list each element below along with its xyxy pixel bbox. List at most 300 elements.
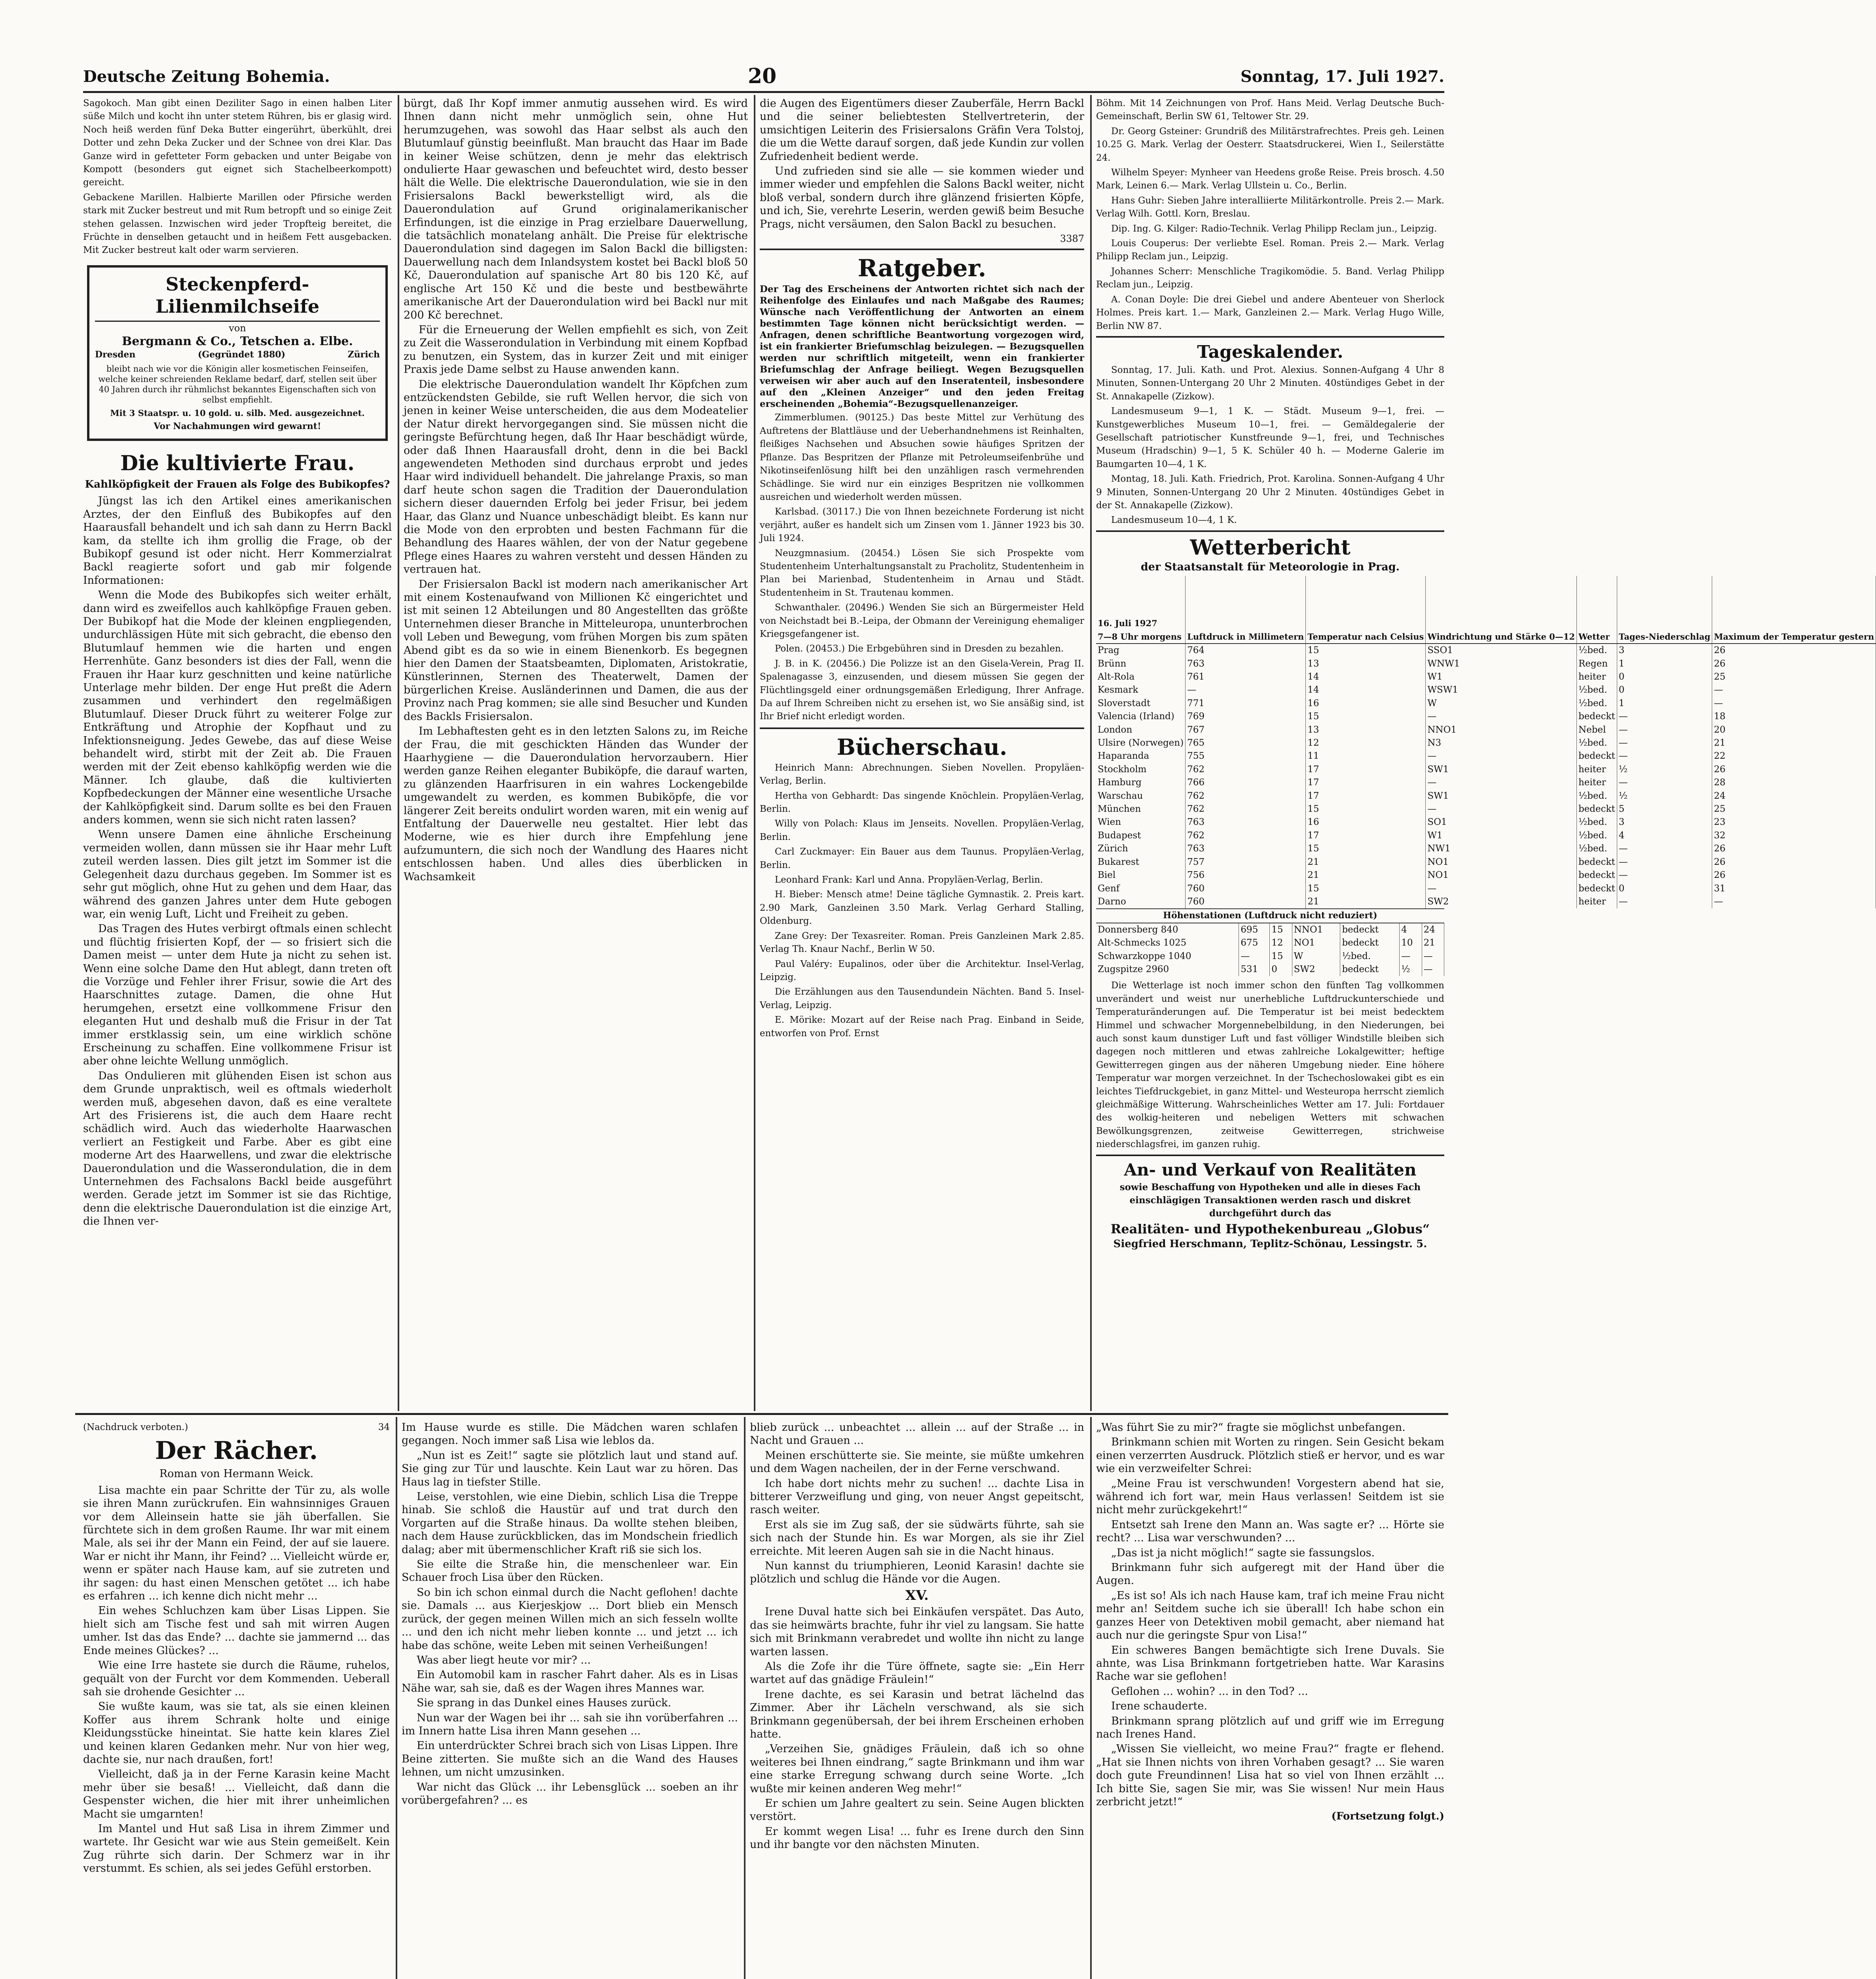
- weather-row: [1096, 950, 1444, 963]
- article-subtitle: Kahlköpfigkeit der Frauen als Folge des Bubikopfes?: [85, 478, 390, 490]
- weather-value: SW1: [1426, 790, 1577, 803]
- weather-value: 25: [1712, 803, 1876, 816]
- novel-author: Roman von Hermann Weick.: [159, 1468, 314, 1480]
- book-entry: Hertha von Gebhardt: Das singende Knöchlein. Propyläen-Verlag, Berlin.: [760, 790, 1084, 815]
- weather-value: heiter: [1576, 670, 1617, 684]
- weather-station: Stockholm: [1096, 763, 1186, 776]
- novel-title: Der Rächer.: [155, 1436, 318, 1465]
- weather-value: Regen: [1576, 657, 1617, 670]
- ad-von: von: [229, 322, 246, 334]
- book-entry: Dr. Georg Gsteiner: Grundriß des Militärstrafrechtes. Preis geh. Leinen 10.25 G. Mark. Verlag der Oesterr. Staatsdruckerei, Wien I., Seilerstätte 24.: [1096, 126, 1444, 163]
- article-paragraph: Jüngst las ich den Artikel eines amerikanischen Arztes, der den Einfluß des Bubikopfes auf den Haarausfall behandelt und ich sah dann zu Herrn Backl kam, da stellte ich ihm grollig die Frage, ob der Bubikopf gesund ist oder nicht. Herr Kommerzialrat Backl reagierte sofort und gab mir folgende Informationen:: [83, 495, 392, 587]
- column-rule: [754, 95, 755, 1411]
- ad-title: Steckenpferd-Lilienmilchseife: [95, 273, 380, 322]
- weather-station: Sloverstadt: [1096, 697, 1186, 710]
- book-entry: Hans Guhr: Sieben Jahre interalliierte Militärkontrolle. Preis 2.— Mark. Verlag Wilh. Gottl. Korn, Breslau.: [1096, 195, 1444, 219]
- weather-value: 763: [1186, 816, 1306, 829]
- weather-station: Schwarzkoppe 1040: [1096, 950, 1239, 963]
- weather-value: bedeckt: [1340, 936, 1400, 950]
- novel-paragraph: „Wissen Sie vielleicht, wo meine Frau?“ fragte er flehend. „Hat sie Ihnen nichts von ihren Vorhaben gesagt? ... Sie waren doch gute Freundinnen! Lisa hat so viel von Ihnen erzählt ... Ich bitte Sie, sagen Sie mir, was Sie wissen! Nur mein Haus zerbricht jetzt!“: [1096, 1743, 1444, 1808]
- weather-row: [1096, 856, 1876, 869]
- novel-paragraph: Geflohen ... wohin? ... in den Tod? ...: [1111, 1685, 1308, 1698]
- weather-value: NO1: [1426, 856, 1577, 869]
- book-list: [760, 762, 1084, 1040]
- chapter-number: XV.: [905, 1587, 929, 1603]
- novel-paragraph: Erst als sie im Zug saß, der sie südwärts führte, sah sie sich nach der Stunde hin. Es war Morgen, als sie ihr Ziel erreichte. Mit leeren Augen sah sie in die Nacht hinaus.: [750, 1518, 1084, 1557]
- weather-value: bedeckt: [1576, 856, 1617, 869]
- column-4: [1096, 97, 1874, 1407]
- weather-value: 16: [1306, 697, 1426, 710]
- weather-value: 26: [1712, 842, 1876, 855]
- weather-station: München: [1096, 803, 1186, 816]
- weather-value: 13: [1306, 724, 1426, 737]
- novel-paragraph: Was aber liegt heute vor mir? ...: [417, 1654, 591, 1666]
- weather-value: Nebel: [1576, 724, 1617, 737]
- section-divider: [760, 727, 1084, 729]
- weather-value: bedeckt: [1340, 963, 1400, 976]
- weather-value: 13: [1306, 657, 1426, 670]
- novel-paragraph: Ein Automobil kam in rascher Fahrt daher. Als es in Lisas Nähe war, sah sie, daß es der Wagen ihres Mannes war.: [402, 1669, 738, 1694]
- novel-continued: (Fortsetzung folgt.): [1331, 1810, 1444, 1823]
- masthead: [83, 63, 1444, 93]
- weather-value: 4: [1400, 923, 1422, 936]
- article-paragraph: Wenn die Mode des Bubikopfes sich weiter erhält, dann wird es zweifellos auch kahlköpfige Frauen geben. Der Bubikopf hat die Mode der kleinen engpliegenden, undurchlässigen Hüte mit sich gebracht, die ebenso den Blutumlauf hemmen wie die harten und engen Herrenhüte. Ganz besonders ist dies der Fall, wenn die Frauen ihr Haar kurz geschnitten und keine natürliche Unterlage mehr bilden. Der enge Hut preßt die Adern zusammen und verhindert den regelmäßigen Blutumlauf. Dieser Druck führt zu weiterer Folge zur Entkräftung und Atrophie der Kopfhaut und zu Infektionsneigung. Jedes Gewebe, das auf diese Weise behandelt wird, stirbt mit der Zeit ab. Die Frauen werden mit der Zeit ebenso kahlköpfig werden wie die Männer. Ich glaube, daß die kultivierten Kopfbedeckungen der Männer eine wesentliche Ursache der Kahlköpfigkeit sind. Darum sollte es bei den Frauen anders kommen, wenn sie sich nicht raten lassen?: [83, 589, 392, 826]
- weather-value: —: [1617, 842, 1712, 855]
- weather-value: 767: [1186, 724, 1306, 737]
- weather-value: bedeckt: [1576, 803, 1617, 816]
- column-rule: [744, 1417, 745, 1979]
- novel-paragraph: Als die Zofe ihr die Türe öffnete, sagte sie: „Ein Herr wartet auf das gnädige Fräulein!“: [750, 1660, 1084, 1686]
- weather-value: 756: [1186, 869, 1306, 882]
- novel-paragraph: Nun war der Wagen bei ihr ... sah sie ihn vorüberfahren ... im Innern hatte Lisa ihren Mann gesehen ...: [402, 1711, 738, 1737]
- novel-paragraph: Ein wehes Schluchzen kam über Lisas Lippen. Sie hielt sich am Tische fest und sah mit wirren Augen umher. Ist das das Ende? ... dachte sie jammernd ... das Ende meines Glückes? ...: [83, 1605, 390, 1657]
- weather-value: —: [1426, 710, 1577, 723]
- weather-value: SO1: [1426, 816, 1577, 829]
- weather-value: —: [1617, 710, 1712, 723]
- weather-value: NNO1: [1426, 724, 1577, 737]
- weather-row: [1096, 869, 1876, 882]
- weather-value: 21: [1306, 856, 1426, 869]
- weather-value: 760: [1186, 882, 1306, 895]
- weather-value: bedeckt: [1576, 750, 1617, 763]
- weather-value: —: [1186, 684, 1306, 697]
- weather-value: heiter: [1576, 763, 1617, 776]
- weather-value: —: [1617, 737, 1712, 750]
- weather-value: bedeckt: [1576, 882, 1617, 895]
- novel-paragraph: „Verzeihen Sie, gnädiges Fräulein, daß ich so ohne weiteres bei Ihnen eindrang,“ sagte Brinkmann und ihm war eine starke Erregung schwang durch seine Worte. „Ich wußte mir keinen anderen Weg mehr!“: [750, 1743, 1084, 1795]
- weather-col-header: Tages-Niederschlag: [1617, 576, 1712, 644]
- weather-station: Zugspitze 2960: [1096, 963, 1239, 976]
- novel-paragraph: „Das ist ja nicht möglich!“ sagte sie fassungslos.: [1111, 1546, 1375, 1559]
- novel-paragraph: Ich habe dort nichts mehr zu suchen! ... dachte Lisa in bitterer Verzweiflung und ging, von neuer Angst gepeitscht, rasch weiter.: [750, 1477, 1084, 1516]
- weather-station: Kesmark: [1096, 684, 1186, 697]
- weather-value: —: [1617, 895, 1712, 908]
- weather-value: NO1: [1292, 936, 1340, 950]
- weather-col-header: Maximum der Temperatur gestern: [1712, 576, 1876, 644]
- ratgeber-answer: Karlsbad. (30117.) Die von Ihnen bezeichnete Forderung ist nicht verjährt, außer es handelt sich um Zinsen vom 1. Jänner 1923 bis 30. Juli 1924.: [760, 507, 1084, 544]
- weather-station: Genf: [1096, 882, 1186, 895]
- novel-paragraph: Irene schauderte.: [1111, 1700, 1207, 1713]
- soap-advertisement: [87, 265, 388, 441]
- weather-value: 762: [1186, 763, 1306, 776]
- weather-value: 21: [1422, 936, 1444, 950]
- article-title: Die kultivierte Frau.: [120, 451, 355, 475]
- book-entry: Johannes Scherr: Menschliche Tragikomödie. 5. Band. Verlag Philipp Reclam jun., Leipzig.: [1096, 266, 1444, 290]
- weather-station: Alt-Schmecks 1025: [1096, 936, 1239, 950]
- weather-row: [1096, 829, 1876, 842]
- novel-paragraph: Sie sprang in das Dunkel eines Hauses zurück.: [417, 1697, 671, 1709]
- weather-value: SW1: [1426, 763, 1577, 776]
- weather-value: bedeckt: [1576, 710, 1617, 723]
- weather-value: —: [1422, 963, 1444, 976]
- weather-value: ½bed.: [1576, 790, 1617, 803]
- weather-value: —: [1426, 803, 1577, 816]
- ratgeber-answer: Schwanthaler. (20496.) Wenden Sie sich an Bürgermeister Held von Neichstadt bei B.-Leipa, der Obmann der Vereinigung ehemaliger Kriegsgefangener ist.: [760, 602, 1084, 639]
- weather-value: —: [1712, 895, 1876, 908]
- book-entry: Paul Valéry: Eupalinos, oder über die Architektur. Insel-Verlag, Leipzig.: [760, 959, 1084, 982]
- weather-value: ½bed.: [1340, 950, 1400, 963]
- weather-value: SW2: [1292, 963, 1340, 976]
- weather-col-header: Wetter: [1576, 576, 1617, 644]
- weather-value: W1: [1426, 670, 1577, 684]
- weather-station: Prag: [1096, 644, 1186, 657]
- realty-address: Siegfried Herschmann, Teplitz-Schönau, Lessingstr. 5.: [1113, 1238, 1427, 1250]
- weather-col-header: Luftdruck in Millimetern: [1186, 576, 1306, 644]
- wetter-hoehen: Höhenstationen (Luftdruck nicht reduziert): [1096, 908, 1444, 923]
- weather-row: [1096, 790, 1876, 803]
- weather-station: Ulsire (Norwegen): [1096, 737, 1186, 750]
- novel-paragraph: Irene dachte, es sei Karasin und betrat lächelnd das Zimmer. Aber ihr Lächeln verschwand, als sie sich Brinkmann gegenübersah, der bei ihrem Erscheinen erhoben hatte.: [750, 1688, 1084, 1740]
- novel-column-1: [83, 1421, 390, 1979]
- novel-paragraph: Im Mantel und Hut saß Lisa in ihrem Zimmer und wartete. Ihr Gesicht war wie aus Stein gemeißelt. Kein Zug rührte sich darin. Der Schmerz war in ihr verstummt. Es schien, als sei jedes Gefühl erstorben.: [83, 1822, 390, 1875]
- tageskalender: [1096, 364, 1444, 527]
- weather-value: 26: [1712, 644, 1876, 657]
- ratgeber-answer: Neuzgmnasium. (20454.) Lösen Sie sich Prospekte vom Studentenheim Unterhaltungsanstalt zu Pracholitz, Studentenheim in Plan bei Marienbad, Studentenheim in Arnau und Städt. Studentenheim in St. Trautenau kommen.: [760, 548, 1084, 598]
- weather-value: —: [1617, 776, 1712, 789]
- article-paragraph: die Augen des Eigentümers dieser Zauberfäle, Herrn Backl und die seiner beliebtesten Stellvertreterin, der umsichtigen Leiterin des Frisiersalons Gräfin Vera Tolstoj, die um die Wette darauf sorgen, daß jede Kundin zur vollen Zufriedenheit bedient werde.: [760, 97, 1084, 163]
- book-entry: Dip. Ing. G. Kilger: Radio-Technik. Verlag Philipp Reclam jun., Leipzig.: [1111, 223, 1437, 234]
- weather-station: Hamburg: [1096, 776, 1186, 789]
- novel-paragraph: Sie wußte kaum, was sie tat, als sie einen kleinen Koffer aus ihrem Schrank holte und einige Kleidungsstücke hineintat. Sie hatte kein klares Ziel und keinen klaren Gedanken mehr. Nur von hier weg, dachte sie, nur nach draußen, fort!: [83, 1700, 390, 1766]
- weather-value: bedeckt: [1576, 869, 1617, 882]
- weather-station: Wien: [1096, 816, 1186, 829]
- weather-station: Alt-Rola: [1096, 670, 1186, 684]
- novel-notice: (Nachdruck verboten.): [83, 1422, 188, 1432]
- ad-city-left: Dresden: [95, 349, 136, 360]
- weather-value: 769: [1186, 710, 1306, 723]
- weather-value: W: [1292, 950, 1340, 963]
- weather-rows: [1096, 644, 1876, 908]
- weather-value: 0: [1270, 963, 1292, 976]
- ratgeber-answer: Zimmerblumen. (90125.) Das beste Mittel zur Verhütung des Auftretens der Blattläuse und der Ueberhandnehmens ist Reinhalten, fleißiges Nachsehen und Absuchen sowie häufiges Spritzen der Pflanze. Das Bespritzen der Pflanze mit Petroleumseifenbrühe und Nikotinseifenlösung hilft bei den unzähligen rasch vermehrenden Schädlinge. Sie wird nur ein einziges Bespritzen nie vollkommen ausreichen und wiederholt werden müssen.: [760, 412, 1084, 502]
- weather-value: 764: [1186, 644, 1306, 657]
- weather-value: 1: [1617, 657, 1712, 670]
- weather-value: SSO1: [1426, 644, 1577, 657]
- weather-row: [1096, 882, 1876, 895]
- weather-value: —: [1712, 684, 1876, 697]
- weather-value: ½: [1617, 790, 1712, 803]
- realty-title: An- und Verkauf von Realitäten: [1124, 1160, 1417, 1179]
- weather-value: heiter: [1576, 895, 1617, 908]
- article-paragraph: Und zufrieden sind sie alle — sie kommen wieder und immer wieder und empfehlen die Salons Backl weiter, nicht bloß verbal, sondern durch ihre glänzend frisierten Köpfe, und ich, Sie, verehrte Leserin, werden gewiß beim Besuche Prags, nicht versäumen, den Salon Backl zu besuchen.: [760, 165, 1084, 230]
- weather-value: W: [1426, 697, 1577, 710]
- weather-value: 15: [1306, 842, 1426, 855]
- weather-value: 17: [1306, 790, 1426, 803]
- weather-value: 675: [1239, 936, 1270, 950]
- weather-value: 22: [1712, 750, 1876, 763]
- column-2: [404, 97, 748, 1407]
- article-paragraph: bürgt, daß Ihr Kopf immer anmutig aussehen wird. Es wird Ihnen dann nicht mehr unmöglich sein, ohne Hut herumzugehen, was sowohl das Haar selbst als auch den Blutumlauf günstig beeinflußt. Man braucht das Haar im Bade in keiner Weise schützen, denn je mehr das elektrisch ondulierte Haar gewaschen und befeuchtet wird, desto besser hält die Welle. Die elektrische Dauerondulation, wie sie in den Frisiersalons Backl bewerkstelligt wird, als die Dauerondulation auf Grund originalamerikanischer Erfindungen, ist die einzige in Prag erzielbare Dauerwellung, die tatsächlich monatelang anhält. Die Preise für elektrische Dauerondulation sind dagegen im Salon Backl die billigsten: Dauerwellung nach dem Inlandsystem kostet bei Backl bloß 50 Kč, Dauerondulation auf spanische Art 80 bis 120 Kč, auf englische Art 150 Kč und die beste und bestbewährte amerikanische Art der Dauerondulation wird bei Backl nur mit 200 Kč berechnet.: [404, 97, 748, 321]
- weather-row: [1096, 657, 1876, 670]
- calendar-entry: Landesmuseum 9—1, 1 K. — Städt. Museum 9—1, frei. — Kunstgewerbliches Museum 10—1, frei. — Gemäldegalerie der Gesellschaft patriotischer Kunstfreunde 9—1, frei, und Technisches Museum (Hradschin) 9—1, 5 K. Schüler 40 h. — Moderne Galerie im Baumgarten 10—4, 1 K.: [1096, 406, 1444, 469]
- column-rule: [398, 95, 399, 1411]
- weather-row: [1096, 670, 1876, 684]
- calendar-entry: Landesmuseum 10—4, 1 K.: [1111, 515, 1237, 526]
- weather-value: 695: [1239, 923, 1270, 936]
- book-entry: E. Mörike: Mozart auf der Reise nach Prag. Einband in Seide, entworfen von Prof. Ernst: [760, 1015, 1084, 1039]
- calendar-entry: Sonntag, 17. Juli. Kath. und Prot. Alexius. Sonnen-Aufgang 4 Uhr 8 Minuten, Sonnen-Untergang 20 Uhr 2 Minuten. 40stündiges Gebet in der St. Annakapelle (Zizkow).: [1096, 365, 1444, 402]
- weather-row: [1096, 644, 1876, 657]
- novel-paragraph: Nun kannst du triumphieren, Leonid Karasin! dachte sie plötzlich und schlug die Hände vor die Augen.: [750, 1560, 1084, 1586]
- weather-value: WNW1: [1426, 657, 1577, 670]
- weather-station: Biel: [1096, 869, 1186, 882]
- novel-paragraph: „Meine Frau ist verschwunden! Vorgestern abend hat sie, während ich fort war, mein Haus verlassen! Seitdem ist sie nicht mehr zurückgekehrt!“: [1096, 1477, 1444, 1516]
- weather-value: 23: [1712, 816, 1876, 829]
- calendar-entry: Montag, 18. Juli. Kath. Friedrich, Prot. Karolina. Sonnen-Aufgang 4 Uhr 9 Minuten, Sonnen-Untergang 20 Uhr 2 Minuten. 40stündiges Gebet in der St. Annakapelle (Zizkow).: [1096, 474, 1444, 511]
- novel-paragraph: Vielleicht, daß ja in der Ferne Karasin keine Macht mehr über sie besaß! ... Vielleicht, daß dann die Gespenster wichen, die hier mit ihrer unheimlichen Macht sie umgarnten!: [83, 1768, 390, 1820]
- weather-value: 15: [1306, 710, 1426, 723]
- weather-value: 12: [1306, 737, 1426, 750]
- weather-date-header: 16. Juli 1927 7—8 Uhr morgens: [1096, 576, 1186, 644]
- weather-value: 531: [1239, 963, 1270, 976]
- recipe-sago: Sagokoch. Man gibt einen Deziliter Sago in einen halben Liter süße Milch und kocht ihn unter stetem Rühren, bis er glasig wird. Noch heiß werden fünf Deka Butter eingerührt, überkühlt, drei Dotter und zehn Deka Zucker und der Schnee von drei Klar. Das Ganze wird in gefetteter Form gebacken und unter Beigabe von Kompott (besonders gut eignet sich Stachelbeerkompott) gereicht.: [83, 98, 392, 188]
- book-entry: Heinrich Mann: Abrechnungen. Sieben Novellen. Propyläen-Verlag, Berlin.: [760, 762, 1084, 786]
- weather-col-header: Temperatur nach Celsius: [1306, 576, 1426, 644]
- ad-code: 3387: [1060, 233, 1084, 245]
- article-paragraph: Das Tragen des Hutes verbirgt oftmals einen schlecht und flüchtig frisierten Kopf, der — so frisiert sich die Damen meist — unter dem Hute ja nicht zu sehen ist. Wenn eine solche Dame den Hut ablegt, dann treten oft die Vorzüge und Fehler ihrer Frisur, sowie die Art des Haarschnittes zutage. Damen, die ohne Hut herumgehen, ersetzt eine vollkommene Frisur den eleganten Hut und deshalb muß die Frisur in der Tat immer erstklassig sein, um eine wirklich schöne Erscheinung zu schaffen. Eine vollkommene Frisur ist aber ohne leichte Wellung unmöglich.: [83, 923, 392, 1067]
- weather-value: —: [1617, 750, 1712, 763]
- novel-paragraph: Sie eilte die Straße hin, die menschenleer war. Ein Schauer froch Lisa über den Rücken.: [402, 1558, 738, 1584]
- weather-value: —: [1617, 856, 1712, 869]
- weather-value: 21: [1306, 895, 1426, 908]
- buecherschau-title: Bücherschau.: [837, 734, 1007, 760]
- weather-row: [1096, 936, 1444, 950]
- weather-value: 771: [1186, 697, 1306, 710]
- novel-paragraph: Brinkmann fuhr sich aufgeregt mit der Hand über die Augen.: [1096, 1561, 1444, 1587]
- weather-value: 4: [1617, 829, 1712, 842]
- weather-value: 20: [1712, 724, 1876, 737]
- column-1: [83, 97, 392, 1407]
- ad-text: bleibt nach wie vor die Königin aller kosmetischen Feinseifen, welche keiner schreienden Reklame bedarf, darf, stellen seit über 40 Jahren durch ihr rühmlichst bekanntes Eigenschaften sich von selbst empfiehlt.: [98, 364, 377, 405]
- weather-value: 762: [1186, 803, 1306, 816]
- weather-value: 24: [1712, 790, 1876, 803]
- book-entry: Leonhard Frank: Karl und Anna. Propyläen-Verlag, Berlin.: [775, 875, 1043, 885]
- weather-value: 0: [1617, 882, 1712, 895]
- weather-value: heiter: [1576, 776, 1617, 789]
- weather-value: ½bed.: [1576, 684, 1617, 697]
- book-entry: Willy von Polach: Klaus im Jenseits. Novellen. Propyläen-Verlag, Berlin.: [760, 819, 1084, 842]
- weather-value: —: [1426, 750, 1577, 763]
- weather-value: 15: [1270, 950, 1292, 963]
- weather-value: —: [1617, 724, 1712, 737]
- weather-row: [1096, 842, 1876, 855]
- article-paragraph: Die elektrische Dauerondulation wandelt Ihr Köpfchen zum entzückendsten Gebilde, sie ruft Wellen hervor, die sich von jenen in keiner Weise unterscheiden, die aus dem Modeatelier der Natur direkt hervorgegangen sind. Sie müssen nicht die geringste Befürchtung hegen, daß Ihr Haar beschädigt würde, oder daß Ihnen Haarausfall droht, denn in die bei Backl angewendeten Methoden sind durchaus erprobt und jedes Haar wird individuell behandelt. Die jahrelange Praxis, so man darf heute schon sagen die Tradition der Dauerondulation sichern dieser dauernden Erfolg bei jeder Frisur, bei jedem Haar, das Glanz und Nuance unbeschädigt bleibt. Es kann nur die Mode von den erprobten und besten Fachmann für die Behandlung des Haares wählen, der von der Natur gegebene Pflege eines Haares zu wahren versteht und dessen Händen zu vertrauen hat.: [404, 378, 748, 576]
- weather-value: ½bed.: [1576, 737, 1617, 750]
- weather-value: 21: [1306, 869, 1426, 882]
- weather-value: 766: [1186, 776, 1306, 789]
- weather-row: [1096, 803, 1876, 816]
- recipe-marillen: Gebackene Marillen. Halbierte Marillen oder Pfirsiche werden stark mit Zucker bestreut und mit Rum betropft und so einige Zeit stehen gelassen. Inzwischen wird jeder Tropfteig bereitet, die Früchte in denselben getaucht und in heißem Fett ausgebacken. Mit Zucker bestreut kalt oder warm servieren.: [83, 192, 392, 256]
- weather-row: [1096, 750, 1876, 763]
- weather-value: 10: [1400, 936, 1422, 950]
- tageskalender-title: Tageskalender.: [1197, 342, 1343, 362]
- weather-value: 0: [1617, 670, 1712, 684]
- weather-value: SW2: [1426, 895, 1577, 908]
- weather-value: —: [1422, 950, 1444, 963]
- weather-value: —: [1426, 882, 1577, 895]
- weather-value: —: [1617, 869, 1712, 882]
- weather-station: Brünn: [1096, 657, 1186, 670]
- weather-value: 15: [1270, 923, 1292, 936]
- novel-paragraph: Entsetzt sah Irene den Mann an. Was sagte er? ... Hörte sie recht? ... Lisa war verschwunden? ...: [1096, 1518, 1444, 1544]
- section-divider: [1096, 336, 1444, 338]
- novel-paragraph: So bin ich schon einmal durch die Nacht geflohen! dachte sie. Damals ... aus Kierjeskjow ... Dort blieb ein Mensch zurück, der gegen meinen Willen mich an sich fesseln wollte ... und den ich nicht mehr lieben konnte ... und jetzt ... ich habe das schöne, weite Leben mit seinen Verheißungen!: [402, 1586, 738, 1652]
- weather-station: London: [1096, 724, 1186, 737]
- ad-founded: (Gegründet 1880): [198, 349, 286, 360]
- ad-company: Bergmann & Co., Tetschen a. Elbe.: [122, 334, 353, 349]
- book-entry: Louis Couperus: Der verliebte Esel. Roman. Preis 2.— Mark. Verlag Philipp Reclam jun., Leipzig.: [1096, 238, 1444, 262]
- weather-value: ½bed.: [1576, 842, 1617, 855]
- weather-station: Haparanda: [1096, 750, 1186, 763]
- ad-medal: Mit 3 Staatspr. u. 10 gold. u. silb. Med. ausgezeichnet.: [110, 408, 365, 418]
- weather-col-header: Windrichtung und Stärke 0—12: [1426, 576, 1577, 644]
- paper-name: Deutsche Zeitung Bohemia.: [83, 67, 330, 86]
- section-divider: [1096, 530, 1444, 532]
- column-rule: [1090, 95, 1092, 1411]
- book-entry: Die Erzählungen aus den Tausendundein Nächten. Band 5. Insel-Verlag, Leipzig.: [760, 987, 1084, 1010]
- weather-value: 757: [1186, 856, 1306, 869]
- weather-row: [1096, 816, 1876, 829]
- weather-value: 15: [1306, 803, 1426, 816]
- ratgeber-answer: Polen. (20453.) Die Erbgebühren sind in Dresden zu bezahlen.: [775, 644, 1064, 654]
- weather-value: 14: [1306, 670, 1426, 684]
- weather-value: 17: [1306, 763, 1426, 776]
- weather-row: [1096, 963, 1444, 976]
- novel-paragraph: Er kommt wegen Lisa! ... fuhr es Irene durch den Sinn und ihr bangte vor den nächsten Minuten.: [750, 1825, 1084, 1851]
- weather-value: 762: [1186, 829, 1306, 842]
- book-entry: Carl Zuckmayer: Ein Bauer aus dem Taunus. Propyläen-Verlag, Berlin.: [760, 847, 1084, 870]
- weather-value: 26: [1712, 869, 1876, 882]
- novel-paragraph: Im Hause wurde es stille. Die Mädchen waren schlafen gegangen. Noch immer saß Lisa wie leblos da.: [402, 1421, 738, 1447]
- book-entry: A. Conan Doyle: Die drei Giebel und andere Abenteuer von Sherlock Holmes. Preis kart. 1.— Mark, Ganzleinen 2.— Mark. Verlag Hugo Wille, Berlin NW 87.: [1096, 294, 1444, 331]
- novel-column-3: [750, 1421, 1084, 1979]
- weather-value: 16: [1306, 816, 1426, 829]
- novel-paragraph: Lisa machte ein paar Schritte der Tür zu, als wolle sie ihren Mann zurückrufen. Ein wahnsinniges Grauen vor dem Alleinsein hatte sie jäh überfallen. Sie fürchtete sich in dem großen Raume. Ihr war mit einem Male, als sei ihr der Mann ein Feind, der auf sie lauere. War er nicht ihr Mann, ihr Feind? ... Vielleicht würde er, wenn er später nach Hause kam, auf sie zutreten und ihr sagen: du hast einen Menschen getötet ... ich habe es erfahren ... ich kenne dich nicht mehr ...: [83, 1484, 390, 1603]
- weather-value: 14: [1306, 684, 1426, 697]
- weather-value: 763: [1186, 842, 1306, 855]
- section-divider: [1096, 1155, 1444, 1156]
- page-number: 20: [748, 64, 777, 88]
- weather-station: Valencia (Irland): [1096, 710, 1186, 723]
- weather-row: [1096, 737, 1876, 750]
- novel-paragraph: Wie eine Irre hastete sie durch die Räume, ruhelos, gequält von der Furcht vor dem Kommenden. Ueberall sah sie drohende Gesichter ...: [83, 1659, 390, 1698]
- article-paragraph: Der Frisiersalon Backl ist modern nach amerikanischer Art mit einem Kostenaufwand von Millionen Kč eingerichtet und ist mit seinen 12 Abteilungen und 80 Angestellten das größte Unternehmen dieser Branche in Mitteleuropa, ununterbrochen voll Leben und Bewegung, vom frühen Morgen bis zum späten Abend gibt es da so wie in einem Bienenkorb. Es begegnen hier den Damen der Staatsbeamten, Diplomaten, Aristokratie, Künstlerinnen, Sternen des Theaterwelt, Damen der bürgerlichen Kreise. Ausländerinnen und Damen, die aus der Provinz nach Prag kommen; sie alle sind Besucher und Kunden des Backls Frisiersalon.: [404, 578, 748, 723]
- novel-paragraph: Meinen erschütterte sie. Sie meinte, sie müßte umkehren und dem Wagen nacheilen, der in der Ferne verschwand.: [750, 1449, 1084, 1475]
- weather-value: 755: [1186, 750, 1306, 763]
- book-list-continued: [1096, 97, 1444, 333]
- novel-paragraph: Ein unterdrückter Schrei brach sich von Lisas Lippen. Ihre Beine zitterten. Sie mußte sich an die Wand des Hauses lehnen, um nicht umzusinken.: [402, 1740, 738, 1779]
- weather-value: 15: [1306, 882, 1426, 895]
- ad-city-right: Zürich: [347, 349, 380, 360]
- weather-row: [1096, 895, 1876, 908]
- wetter-title: Wetterbericht: [1190, 535, 1351, 560]
- weather-row: [1096, 776, 1876, 789]
- weather-value: 26: [1712, 657, 1876, 670]
- weather-value: WSW1: [1426, 684, 1577, 697]
- weather-value: N3: [1426, 737, 1577, 750]
- article-paragraph: Im Lebhaftesten geht es in den letzten Salons zu, im Reiche der Frau, die mit geschickten Händen das Wunder der Haarhygiene — die Dauerondulation hervorzaubern. Hier werden ganze Reihen eleganter Bubiköpfe, die darauf warten, zu glänzenden Haarfrisuren in ein wahres Lockengebilde umgewandelt zu werden, es kommen Bubiköpfe, die vor längerer Zeit bereits ondulirt worden waren, mit ein wenig auf Entfaltung der Dauerwelle neu gestaltet. Hier lebt das Moderne, wie es hier durch ihre Empfehlung jene aufzumuntern, die sich noch der Wandlung des Haares nicht entschlossen haben. Und alles dies überblicken in Wachsamkeit: [404, 725, 748, 883]
- weather-row: [1096, 763, 1876, 776]
- weather-value: ½bed.: [1576, 644, 1617, 657]
- novel-column-2: [402, 1421, 738, 1979]
- weather-value: —: [1400, 950, 1422, 963]
- weather-value: 31: [1712, 882, 1876, 895]
- weather-rows-heights: [1096, 923, 1444, 976]
- weather-station: Donnersberg 840: [1096, 923, 1239, 936]
- weather-value: 3: [1617, 644, 1712, 657]
- weather-value: 3: [1617, 816, 1712, 829]
- weather-value: 1: [1617, 697, 1712, 710]
- weather-value: bedeckt: [1340, 923, 1400, 936]
- novel-number: 34: [378, 1422, 390, 1432]
- weather-table: [1096, 576, 1876, 908]
- weather-value: ½: [1617, 763, 1712, 776]
- weather-value: —: [1426, 776, 1577, 789]
- weather-station: Zürich: [1096, 842, 1186, 855]
- weather-value: 760: [1186, 895, 1306, 908]
- ratgeber-title: Ratgeber.: [857, 254, 986, 283]
- weather-value: 28: [1712, 776, 1876, 789]
- weather-station: Darno: [1096, 895, 1186, 908]
- weather-value: ½bed.: [1576, 816, 1617, 829]
- column-rule: [396, 1417, 397, 1979]
- weather-value: 5: [1617, 803, 1712, 816]
- weather-station: Budapest: [1096, 829, 1186, 842]
- weather-table-heights: [1096, 923, 1444, 976]
- section-divider: [760, 249, 1084, 250]
- weather-value: 762: [1186, 790, 1306, 803]
- weather-value: 25: [1712, 670, 1876, 684]
- weather-row: [1096, 697, 1876, 710]
- article-paragraph: Das Ondulieren mit glühenden Eisen ist schon aus dem Grunde unpraktisch, weil es oftmals wiederholt werden muß, abgesehen davon, daß es eine veraltete Art des Frisierens ist, die auch dem Haare recht schädlich wird. Auch das wiederholte Haarwaschen verliert an Festigkeit und Farbe. Aber es gibt eine moderne Art des Haarwellens, und zwar die elektrische Dauerondulation und die Wasserondulation, die in dem Unternehmen des Fachsalons Backl beide ausgeführt werden. Gerade jetzt im Sommer ist sie das Richtige, denn die elektrische Dauerondulation ist die einzige Art, die Ihnen ver-: [83, 1069, 392, 1228]
- novel-paragraph: blieb zurück ... unbeachtet ... allein ... auf der Straße ... in Nacht und Grauen ...: [750, 1421, 1084, 1447]
- weather-row: [1096, 684, 1876, 697]
- novel-paragraph: Leise, verstohlen, wie eine Diebin, schlich Lisa die Treppe hinab. Sie schloß die Haustür auf und trat durch den Vorgarten auf die Straße hinaus. Da wollte stehen bleiben, nach dem Hause zurückblicken, das im Mondschein friedlich dalag; aber mit übermenschlicher Kraft riß sie sich los.: [402, 1491, 738, 1556]
- novel-paragraph: Ein schweres Bangen bemächtigte sich Irene Duvals. Sie ahnte, was Lisa Brinkmann fortgetrieben hatte. War Karasins Rache war sie geflohen!: [1096, 1644, 1444, 1683]
- book-entry: Zane Grey: Der Texasreiter. Roman. Preis Ganzleinen Mark 2.85. Verlag Th. Knaur Nachf., Berlin W 50.: [760, 931, 1084, 955]
- weather-value: —: [1239, 950, 1270, 963]
- novel-paragraph: „Was führt Sie zu mir?“ fragte sie möglichst unbefangen.: [1096, 1421, 1406, 1434]
- weather-value: 0: [1617, 684, 1712, 697]
- wetter-text: Die Wetterlage ist noch immer schon den fünften Tag vollkommen unverändert und weist nur unerhebliche Luftdruckunterschiede und Temperaturänderungen auf. Die Temperatur ist bei meist bedecktem Himmel und schwacher Morgennebelbildung, in den Niederungen, bei auch sonst kaum dunstiger Luft und fast völliger Windstille bleiben sich dagegen noch mittleren und etwas zahlreiche Lokalgewitter; heftige Gewitterregen gingen aus der näheren Umgebung nieder. Eine höhere Temperatur war morgen verzeichnet. In der Tschechoslowakei gibt es ein leichtes Tiefdruckgebiet, in ganz Mittel- und Westeuropa herrscht ziemlich gleichmäßige Witterung. Wahrscheinliches Wetter am 17. Juli: Fortdauer des wolkig-heiteren und nebeligen Wetters mit schwachen Bewölkungsgrenzen, zeitweise Gewitterregen, strichweise niederschlagsfrei, im ganzen ruhig.: [1096, 980, 1444, 1150]
- column-rule: [1090, 1417, 1092, 1979]
- weather-value: ½: [1400, 963, 1422, 976]
- article-paragraph: Für die Erneuerung der Wellen empfiehlt es sich, von Zeit zu Zeit die Wasserondulation in Verbindung mit einem Kopfbad zu benutzen, ein System, das in kurzer Zeit und mit einiger Praxis jede Dame selbst zu Hause anwenden kann.: [404, 323, 748, 376]
- weather-value: 32: [1712, 829, 1876, 842]
- weather-value: 15: [1306, 644, 1426, 657]
- novel-column-4: [1096, 1421, 1444, 1979]
- weather-value: ½bed.: [1576, 829, 1617, 842]
